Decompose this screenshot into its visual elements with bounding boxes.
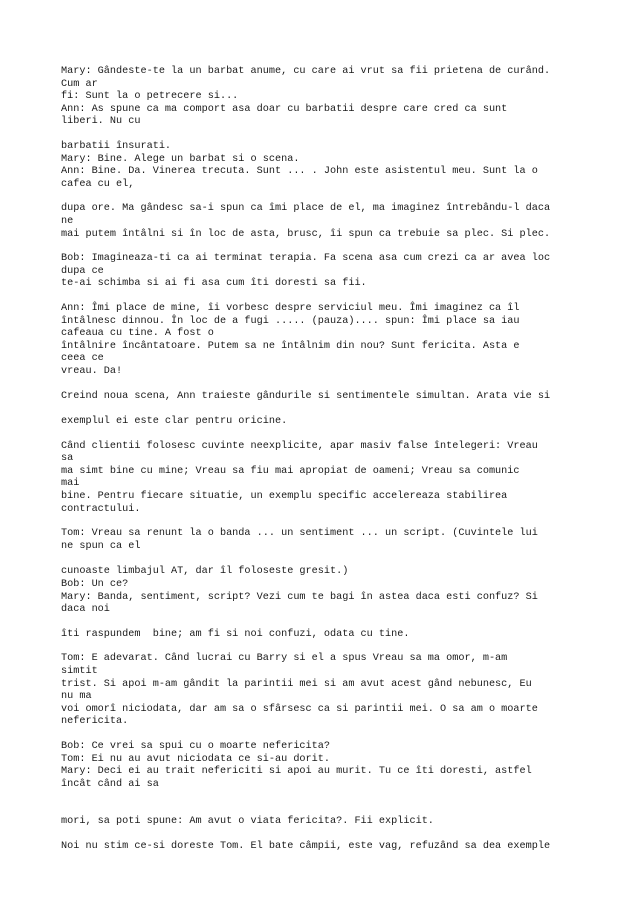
text-line: Creind noua scena, Ann traieste gândurile si sentimentele simultan. Arata vie si (61, 391, 551, 403)
text-block (61, 416, 591, 429)
text-line: Bob: Ce vrei sa spui cu o moarte nefericita? (61, 740, 330, 752)
text-block (61, 441, 591, 517)
text-line: mori, sa poti spune: Am avut o viata fericita?. Fii explicit. (61, 816, 434, 828)
text-line: nefericita. (61, 716, 129, 728)
text-line: Bob: Imagineaza-ti ca ai terminat terapia. Fa scena asa cum crezi ca ar avea loc (61, 253, 551, 265)
text-block (61, 566, 591, 616)
text-line: îti raspundem bine; am fi si noi confuzi, odata cu tine. (61, 628, 410, 640)
text-line: ceea ce (61, 353, 104, 365)
text-block (61, 629, 591, 642)
text-line: Când clientii folosesc cuvinte neexplicite, apar masiv false întelegeri: Vreau (61, 440, 538, 452)
text-line: întâlnire încântatoare. Putem sa ne întâlnim din nou? Sunt fericita. Asta e (61, 340, 520, 352)
text-line: simtit (61, 665, 98, 677)
text-line: ne spun ca el (61, 540, 141, 552)
text-block (61, 391, 591, 404)
text-block (61, 816, 591, 829)
text-block (61, 841, 591, 854)
document-page (61, 66, 591, 854)
text-line: fi: Sunt la o petrecere si... (61, 91, 239, 103)
text-line: Noi nu stim ce-si doreste Tom. El bate câmpii, este vag, refuzând sa dea exemple (61, 840, 551, 852)
text-block (61, 253, 591, 291)
text-line: încât când ai sa (61, 778, 159, 790)
text-line: bine. Pentru fiecare situatie, un exemplu specific accelereaza stabilirea (61, 491, 508, 503)
text-line: cafea cu el, (61, 178, 135, 190)
text-line: trist. Si apoi m-am gândit la parintii mei si am avut acest gând nebunesc, Eu (61, 678, 532, 690)
text-line: mai putem întâlni si în loc de asta, brusc, îi spun ca trebuie sa plec. Si plec. (61, 228, 551, 240)
text-block (61, 653, 591, 729)
text-line: exemplul ei este clar pentru oricine. (61, 416, 288, 428)
text-line: ma simt bine cu mine; Vreau sa fiu mai apropiat de oameni; Vreau sa comunic (61, 465, 520, 477)
text-line: Tom: Ei nu au avut niciodata ce si-au dorit. (61, 753, 330, 765)
text-line: cafeaua cu tine. A fost o (61, 328, 214, 340)
text-line: Mary: Banda, sentiment, script? Vezi cum te bagi în astea daca esti confuz? Si (61, 591, 538, 603)
text-block (61, 203, 591, 241)
text-line: ne (61, 215, 74, 227)
text-line: liberi. Nu cu (61, 116, 141, 128)
text-line: cunoaste limbajul AT, dar îl foloseste gresit.) (61, 566, 349, 578)
text-line: întâlnesc dinnou. În loc de a fugi ..... (pauza).... spun: Îmi place sa iau (61, 315, 520, 327)
text-line: mai (61, 478, 80, 490)
text-line: te-ai schimba si ai fi asa cum îti doresti sa fii. (61, 278, 367, 290)
text-line: sa (61, 453, 74, 465)
text-line: Cum ar (61, 78, 98, 90)
text-line: dupa ore. Ma gândesc sa-i spun ca îmi place de el, ma imaginez întrebându-l daca (61, 203, 551, 215)
text-line: Mary: Gândeste-te la un barbat anume, cu care ai vrut sa fii prietena de curând. (61, 66, 551, 77)
text-line: barbatii însurati. (61, 140, 172, 152)
text-line: nu ma (61, 691, 92, 703)
text-line: voi omorî niciodata, dar am sa o sfârsesc ca si parintii mei. O sa am o moarte (61, 703, 538, 715)
text-block (61, 141, 591, 191)
text-block (61, 528, 591, 553)
text-line: Mary: Deci ei au trait nefericiti si apoi au murit. Tu ce îti doresti, astfel (61, 766, 532, 778)
text-line: contractului. (61, 503, 141, 515)
text-line: daca noi (61, 604, 110, 616)
text-line: Tom: Vreau sa renunt la o banda ... un sentiment ... un script. (Cuvintele lui (61, 528, 538, 540)
text-block (61, 303, 591, 379)
text-line: dupa ce (61, 265, 104, 277)
text-line: Tom: E adevarat. Când lucrai cu Barry si el a spus Vreau sa ma omor, m-am (61, 653, 508, 665)
text-line: vreau. Da! (61, 365, 123, 377)
text-line: Bob: Un ce? (61, 579, 129, 590)
text-line: Mary: Bine. Alege un barbat si o scena. (61, 153, 300, 165)
text-line: Ann: Bine. Da. Vinerea trecuta. Sunt ... . John este asistentul meu. Sunt la o (61, 166, 538, 178)
text-line: Ann: Îmi place de mine, îi vorbesc despre serviciul meu. Îmi imaginez ca îl (61, 302, 520, 314)
text-block (61, 741, 591, 791)
text-line: Ann: As spune ca ma comport asa doar cu barbatii despre care cred ca sunt (61, 103, 508, 115)
text-block (61, 66, 591, 129)
